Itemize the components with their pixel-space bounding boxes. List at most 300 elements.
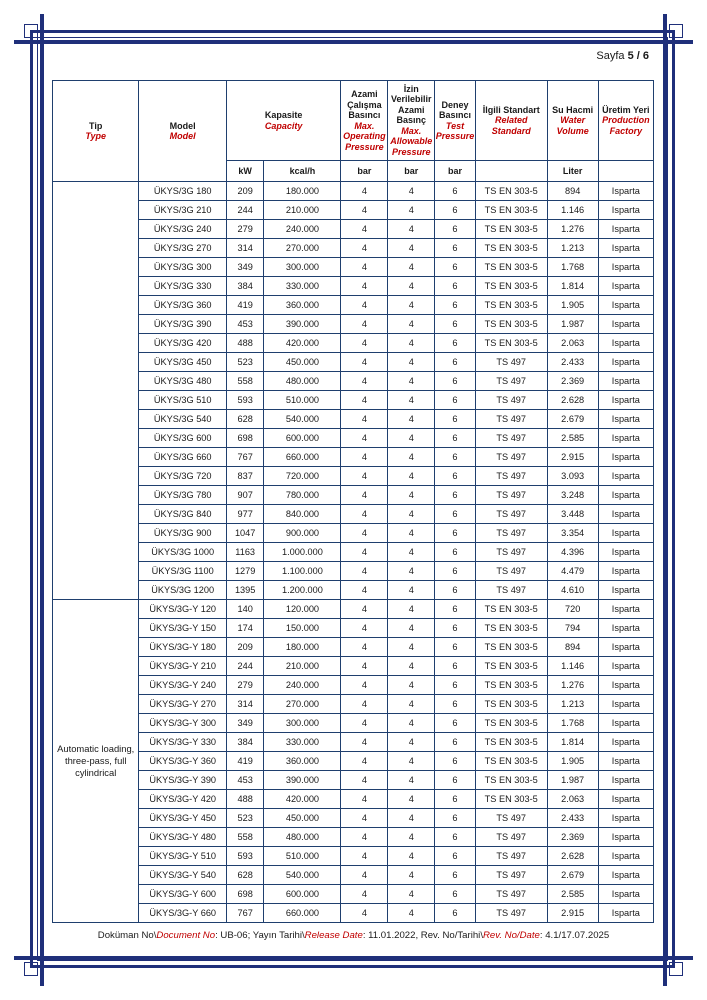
cell-production: Isparta [598, 182, 653, 201]
cell-standard: TS EN 303-5 [475, 752, 547, 771]
cell-model: ÜKYS/3G 360 [139, 296, 226, 315]
cell-kw: 1163 [226, 543, 263, 562]
table-row [53, 467, 654, 486]
cell-max-operating: 4 [341, 201, 388, 220]
cell-kcal: 720.000 [264, 467, 341, 486]
cell-test-pressure: 6 [435, 695, 476, 714]
table-row [53, 182, 654, 201]
cell-max-allowable: 4 [388, 524, 435, 543]
cell-max-operating: 4 [341, 505, 388, 524]
cell-max-operating: 4 [341, 467, 388, 486]
cell-water-volume: 1.276 [547, 220, 598, 239]
cell-max-allowable: 4 [388, 600, 435, 619]
table-row [53, 353, 654, 372]
unit-cell [475, 161, 547, 182]
cell-model: ÜKYS/3G-Y 120 [139, 600, 226, 619]
cell-test-pressure: 6 [435, 600, 476, 619]
unit-cell: kW [226, 161, 263, 182]
table-row [53, 543, 654, 562]
cell-production: Isparta [598, 619, 653, 638]
cell-kw: 593 [226, 391, 263, 410]
table-row [53, 752, 654, 771]
cell-test-pressure: 6 [435, 885, 476, 904]
cell-max-operating: 4 [341, 714, 388, 733]
cell-standard: TS EN 303-5 [475, 182, 547, 201]
cell-kcal: 480.000 [264, 372, 341, 391]
cell-max-allowable: 4 [388, 467, 435, 486]
cell-max-operating: 4 [341, 581, 388, 600]
cell-max-operating: 4 [341, 771, 388, 790]
cell-test-pressure: 6 [435, 315, 476, 334]
cell-max-operating: 4 [341, 847, 388, 866]
cell-production: Isparta [598, 372, 653, 391]
cell-model: ÜKYS/3G 840 [139, 505, 226, 524]
cell-test-pressure: 6 [435, 638, 476, 657]
cell-kw: 209 [226, 638, 263, 657]
cell-water-volume: 2.585 [547, 885, 598, 904]
cell-model: ÜKYS/3G 390 [139, 315, 226, 334]
table-body [53, 182, 654, 923]
cell-test-pressure: 6 [435, 277, 476, 296]
cell-max-allowable: 4 [388, 638, 435, 657]
cell-standard: TS EN 303-5 [475, 296, 547, 315]
cell-kcal: 270.000 [264, 239, 341, 258]
cell-kcal: 840.000 [264, 505, 341, 524]
cell-kw: 698 [226, 885, 263, 904]
cell-max-allowable: 4 [388, 258, 435, 277]
cell-production: Isparta [598, 904, 653, 923]
cell-kw: 419 [226, 296, 263, 315]
table-row [53, 201, 654, 220]
cell-test-pressure: 6 [435, 809, 476, 828]
cell-production: Isparta [598, 220, 653, 239]
cell-test-pressure: 6 [435, 486, 476, 505]
cell-kcal: 900.000 [264, 524, 341, 543]
cell-kcal: 510.000 [264, 847, 341, 866]
cell-max-allowable: 4 [388, 752, 435, 771]
cell-kcal: 540.000 [264, 410, 341, 429]
header-test-pressure: Deney Basıncı Test Pressure [435, 81, 476, 161]
table-row [53, 600, 654, 619]
cell-water-volume: 2.433 [547, 353, 598, 372]
cell-kw: 314 [226, 695, 263, 714]
cell-max-operating: 4 [341, 296, 388, 315]
cell-production: Isparta [598, 676, 653, 695]
cell-test-pressure: 6 [435, 904, 476, 923]
cell-standard: TS EN 303-5 [475, 695, 547, 714]
cell-model: ÜKYS/3G-Y 150 [139, 619, 226, 638]
cell-max-operating: 4 [341, 562, 388, 581]
cell-kw: 349 [226, 258, 263, 277]
table-row [53, 619, 654, 638]
cell-kw: 244 [226, 201, 263, 220]
cell-max-operating: 4 [341, 828, 388, 847]
cell-max-operating: 4 [341, 676, 388, 695]
cell-water-volume: 4.479 [547, 562, 598, 581]
cell-max-allowable: 4 [388, 714, 435, 733]
cell-kcal: 360.000 [264, 752, 341, 771]
cell-max-allowable: 4 [388, 429, 435, 448]
cell-kw: 488 [226, 334, 263, 353]
table-row [53, 771, 654, 790]
cell-max-operating: 4 [341, 733, 388, 752]
frame-bar-top [14, 40, 693, 44]
cell-production: Isparta [598, 239, 653, 258]
page-number: Sayfa 5 / 6 [596, 50, 649, 62]
cell-production: Isparta [598, 410, 653, 429]
cell-water-volume: 2.679 [547, 410, 598, 429]
header-max-operating-pressure: Azami Çalışma Basıncı Max. Operating Pressure [341, 81, 388, 161]
cell-max-allowable: 4 [388, 220, 435, 239]
unit-cell [598, 161, 653, 182]
cell-kcal: 390.000 [264, 315, 341, 334]
cell-kw: 558 [226, 828, 263, 847]
cell-model: ÜKYS/3G 1100 [139, 562, 226, 581]
cell-water-volume: 1.905 [547, 296, 598, 315]
cell-standard: TS 497 [475, 904, 547, 923]
table-row [53, 714, 654, 733]
cell-production: Isparta [598, 562, 653, 581]
cell-test-pressure: 6 [435, 828, 476, 847]
cell-kw: 558 [226, 372, 263, 391]
cell-kcal: 510.000 [264, 391, 341, 410]
cell-standard: TS 497 [475, 429, 547, 448]
cell-kcal: 150.000 [264, 619, 341, 638]
cell-standard: TS EN 303-5 [475, 600, 547, 619]
cell-kw: 140 [226, 600, 263, 619]
cell-kw: 523 [226, 809, 263, 828]
cell-production: Isparta [598, 448, 653, 467]
cell-water-volume: 2.369 [547, 372, 598, 391]
cell-production: Isparta [598, 657, 653, 676]
cell-max-operating: 4 [341, 258, 388, 277]
cell-kcal: 240.000 [264, 676, 341, 695]
cell-kcal: 120.000 [264, 600, 341, 619]
cell-max-operating: 4 [341, 448, 388, 467]
cell-water-volume: 720 [547, 600, 598, 619]
table-row [53, 885, 654, 904]
cell-model: ÜKYS/3G-Y 180 [139, 638, 226, 657]
cell-kw: 453 [226, 315, 263, 334]
cell-kw: 384 [226, 733, 263, 752]
table-row [53, 562, 654, 581]
cell-max-operating: 4 [341, 353, 388, 372]
cell-water-volume: 1.987 [547, 771, 598, 790]
cell-kcal: 660.000 [264, 448, 341, 467]
cell-standard: TS EN 303-5 [475, 201, 547, 220]
table-row [53, 277, 654, 296]
cell-kcal: 1.000.000 [264, 543, 341, 562]
table-row [53, 676, 654, 695]
cell-model: ÜKYS/3G-Y 540 [139, 866, 226, 885]
cell-production: Isparta [598, 201, 653, 220]
table-row [53, 296, 654, 315]
footer: Doküman No\Document No: UB-06; Yayın Tarihi\Release Date: 11.01.2022, Rev. No/Tarihi\Rev. No/Date: 4.1/17.07.2025 [97, 930, 610, 941]
cell-model: ÜKYS/3G-Y 360 [139, 752, 226, 771]
cell-kw: 453 [226, 771, 263, 790]
cell-max-allowable: 4 [388, 885, 435, 904]
cell-standard: TS EN 303-5 [475, 676, 547, 695]
cell-standard: TS EN 303-5 [475, 771, 547, 790]
unit-cell: bar [341, 161, 388, 182]
cell-model: ÜKYS/3G-Y 330 [139, 733, 226, 752]
cell-model: ÜKYS/3G 540 [139, 410, 226, 429]
type-cell [53, 182, 139, 600]
cell-kw: 907 [226, 486, 263, 505]
cell-kw: 523 [226, 353, 263, 372]
cell-production: Isparta [598, 638, 653, 657]
cell-water-volume: 2.063 [547, 334, 598, 353]
cell-kcal: 780.000 [264, 486, 341, 505]
cell-standard: TS EN 303-5 [475, 638, 547, 657]
cell-production: Isparta [598, 277, 653, 296]
cell-kcal: 300.000 [264, 714, 341, 733]
cell-kw: 1279 [226, 562, 263, 581]
cell-max-operating: 4 [341, 486, 388, 505]
cell-kcal: 330.000 [264, 733, 341, 752]
cell-kcal: 210.000 [264, 657, 341, 676]
cell-kw: 767 [226, 904, 263, 923]
header-production: Üretim Yeri Production Factory [598, 81, 653, 161]
table-row [53, 790, 654, 809]
cell-model: ÜKYS/3G 450 [139, 353, 226, 372]
cell-water-volume: 2.585 [547, 429, 598, 448]
cell-production: Isparta [598, 733, 653, 752]
cell-water-volume: 2.433 [547, 809, 598, 828]
cell-water-volume: 1.814 [547, 733, 598, 752]
cell-model: ÜKYS/3G 180 [139, 182, 226, 201]
cell-max-operating: 4 [341, 239, 388, 258]
table-row [53, 695, 654, 714]
header-water-volume: Su Hacmi Water Volume [547, 81, 598, 161]
cell-production: Isparta [598, 714, 653, 733]
cell-water-volume: 2.369 [547, 828, 598, 847]
cell-test-pressure: 6 [435, 201, 476, 220]
cell-max-operating: 4 [341, 600, 388, 619]
header-max-allowable-pressure: İzin Verilebilir Azami Basınç Max. Allowable Pressure [388, 81, 435, 161]
cell-production: Isparta [598, 524, 653, 543]
cell-max-allowable: 4 [388, 904, 435, 923]
cell-max-allowable: 4 [388, 239, 435, 258]
cell-water-volume: 1.146 [547, 201, 598, 220]
unit-cell: kcal/h [264, 161, 341, 182]
header-row [53, 81, 654, 161]
cell-model: ÜKYS/3G 600 [139, 429, 226, 448]
cell-model: ÜKYS/3G-Y 240 [139, 676, 226, 695]
cell-model: ÜKYS/3G-Y 660 [139, 904, 226, 923]
cell-max-allowable: 4 [388, 828, 435, 847]
cell-test-pressure: 6 [435, 581, 476, 600]
cell-kcal: 1.200.000 [264, 581, 341, 600]
cell-water-volume: 2.063 [547, 790, 598, 809]
cell-standard: TS 497 [475, 448, 547, 467]
cell-max-allowable: 4 [388, 562, 435, 581]
cell-water-volume: 2.679 [547, 866, 598, 885]
cell-standard: TS EN 303-5 [475, 220, 547, 239]
cell-test-pressure: 6 [435, 429, 476, 448]
cell-test-pressure: 6 [435, 676, 476, 695]
table-row [53, 809, 654, 828]
cell-model: ÜKYS/3G 510 [139, 391, 226, 410]
cell-max-operating: 4 [341, 543, 388, 562]
cell-max-allowable: 4 [388, 505, 435, 524]
cell-standard: TS EN 303-5 [475, 714, 547, 733]
cell-water-volume: 1.276 [547, 676, 598, 695]
table-row [53, 410, 654, 429]
cell-test-pressure: 6 [435, 657, 476, 676]
cell-model: ÜKYS/3G-Y 420 [139, 790, 226, 809]
cell-model: ÜKYS/3G 1200 [139, 581, 226, 600]
cell-max-allowable: 4 [388, 277, 435, 296]
cell-standard: TS EN 303-5 [475, 315, 547, 334]
cell-kw: 244 [226, 657, 263, 676]
cell-model: ÜKYS/3G-Y 270 [139, 695, 226, 714]
cell-standard: TS 497 [475, 809, 547, 828]
cell-kw: 419 [226, 752, 263, 771]
cell-water-volume: 794 [547, 619, 598, 638]
cell-test-pressure: 6 [435, 543, 476, 562]
cell-kcal: 600.000 [264, 429, 341, 448]
cell-max-operating: 4 [341, 220, 388, 239]
cell-max-operating: 4 [341, 790, 388, 809]
cell-model: ÜKYS/3G 780 [139, 486, 226, 505]
cell-water-volume: 894 [547, 638, 598, 657]
cell-test-pressure: 6 [435, 467, 476, 486]
frame-corner [669, 962, 683, 976]
table-row [53, 828, 654, 847]
cell-max-operating: 4 [341, 372, 388, 391]
cell-kw: 977 [226, 505, 263, 524]
cell-max-allowable: 4 [388, 182, 435, 201]
header-model: Model Model [139, 81, 226, 182]
unit-cell: bar [435, 161, 476, 182]
cell-max-allowable: 4 [388, 809, 435, 828]
cell-production: Isparta [598, 771, 653, 790]
frame-bar-left [40, 14, 44, 986]
cell-test-pressure: 6 [435, 372, 476, 391]
table-row [53, 372, 654, 391]
cell-standard: TS 497 [475, 505, 547, 524]
cell-max-allowable: 4 [388, 657, 435, 676]
cell-model: ÜKYS/3G-Y 390 [139, 771, 226, 790]
cell-standard: TS EN 303-5 [475, 258, 547, 277]
cell-model: ÜKYS/3G 300 [139, 258, 226, 277]
cell-model: ÜKYS/3G 720 [139, 467, 226, 486]
table-row [53, 448, 654, 467]
cell-max-allowable: 4 [388, 410, 435, 429]
cell-water-volume: 3.448 [547, 505, 598, 524]
cell-max-allowable: 4 [388, 391, 435, 410]
cell-kcal: 210.000 [264, 201, 341, 220]
cell-standard: TS 497 [475, 353, 547, 372]
cell-max-allowable: 4 [388, 790, 435, 809]
table-row [53, 258, 654, 277]
table-row [53, 220, 654, 239]
cell-max-allowable: 4 [388, 334, 435, 353]
cell-standard: TS EN 303-5 [475, 790, 547, 809]
cell-max-operating: 4 [341, 809, 388, 828]
cell-production: Isparta [598, 828, 653, 847]
cell-kcal: 360.000 [264, 296, 341, 315]
cell-max-allowable: 4 [388, 201, 435, 220]
cell-max-allowable: 4 [388, 296, 435, 315]
cell-kw: 174 [226, 619, 263, 638]
cell-production: Isparta [598, 809, 653, 828]
cell-max-allowable: 4 [388, 315, 435, 334]
cell-max-allowable: 4 [388, 543, 435, 562]
cell-max-operating: 4 [341, 885, 388, 904]
cell-kcal: 390.000 [264, 771, 341, 790]
cell-max-operating: 4 [341, 904, 388, 923]
cell-standard: TS 497 [475, 372, 547, 391]
header-type: Tip Type [53, 81, 139, 182]
table-row [53, 486, 654, 505]
cell-max-operating: 4 [341, 410, 388, 429]
cell-water-volume: 1.213 [547, 239, 598, 258]
cell-kw: 349 [226, 714, 263, 733]
cell-max-allowable: 4 [388, 771, 435, 790]
cell-test-pressure: 6 [435, 752, 476, 771]
cell-test-pressure: 6 [435, 562, 476, 581]
cell-kcal: 540.000 [264, 866, 341, 885]
frame-corner [24, 24, 38, 38]
cell-standard: TS EN 303-5 [475, 277, 547, 296]
cell-max-operating: 4 [341, 429, 388, 448]
cell-production: Isparta [598, 752, 653, 771]
unit-cell: bar [388, 161, 435, 182]
cell-model: ÜKYS/3G 210 [139, 201, 226, 220]
table-row [53, 638, 654, 657]
cell-standard: TS EN 303-5 [475, 657, 547, 676]
cell-kw: 314 [226, 239, 263, 258]
cell-max-operating: 4 [341, 391, 388, 410]
cell-standard: TS EN 303-5 [475, 619, 547, 638]
frame-bar-bottom [14, 956, 693, 960]
cell-model: ÜKYS/3G-Y 300 [139, 714, 226, 733]
cell-production: Isparta [598, 315, 653, 334]
cell-max-operating: 4 [341, 619, 388, 638]
cell-kw: 488 [226, 790, 263, 809]
cell-max-allowable: 4 [388, 866, 435, 885]
cell-production: Isparta [598, 486, 653, 505]
cell-test-pressure: 6 [435, 353, 476, 372]
cell-test-pressure: 6 [435, 505, 476, 524]
product-table [52, 80, 654, 923]
cell-kcal: 180.000 [264, 182, 341, 201]
cell-kw: 209 [226, 182, 263, 201]
cell-model: ÜKYS/3G-Y 600 [139, 885, 226, 904]
table-row [53, 866, 654, 885]
cell-standard: TS 497 [475, 885, 547, 904]
cell-standard: TS EN 303-5 [475, 239, 547, 258]
cell-max-operating: 4 [341, 752, 388, 771]
page-current: 5 [627, 50, 634, 62]
cell-production: Isparta [598, 847, 653, 866]
cell-kcal: 1.100.000 [264, 562, 341, 581]
cell-test-pressure: 6 [435, 220, 476, 239]
cell-test-pressure: 6 [435, 790, 476, 809]
cell-water-volume: 3.093 [547, 467, 598, 486]
cell-production: Isparta [598, 467, 653, 486]
cell-max-allowable: 4 [388, 372, 435, 391]
cell-max-allowable: 4 [388, 581, 435, 600]
cell-test-pressure: 6 [435, 239, 476, 258]
cell-max-allowable: 4 [388, 676, 435, 695]
cell-max-operating: 4 [341, 315, 388, 334]
cell-max-allowable: 4 [388, 695, 435, 714]
table-row [53, 847, 654, 866]
table-row [53, 733, 654, 752]
